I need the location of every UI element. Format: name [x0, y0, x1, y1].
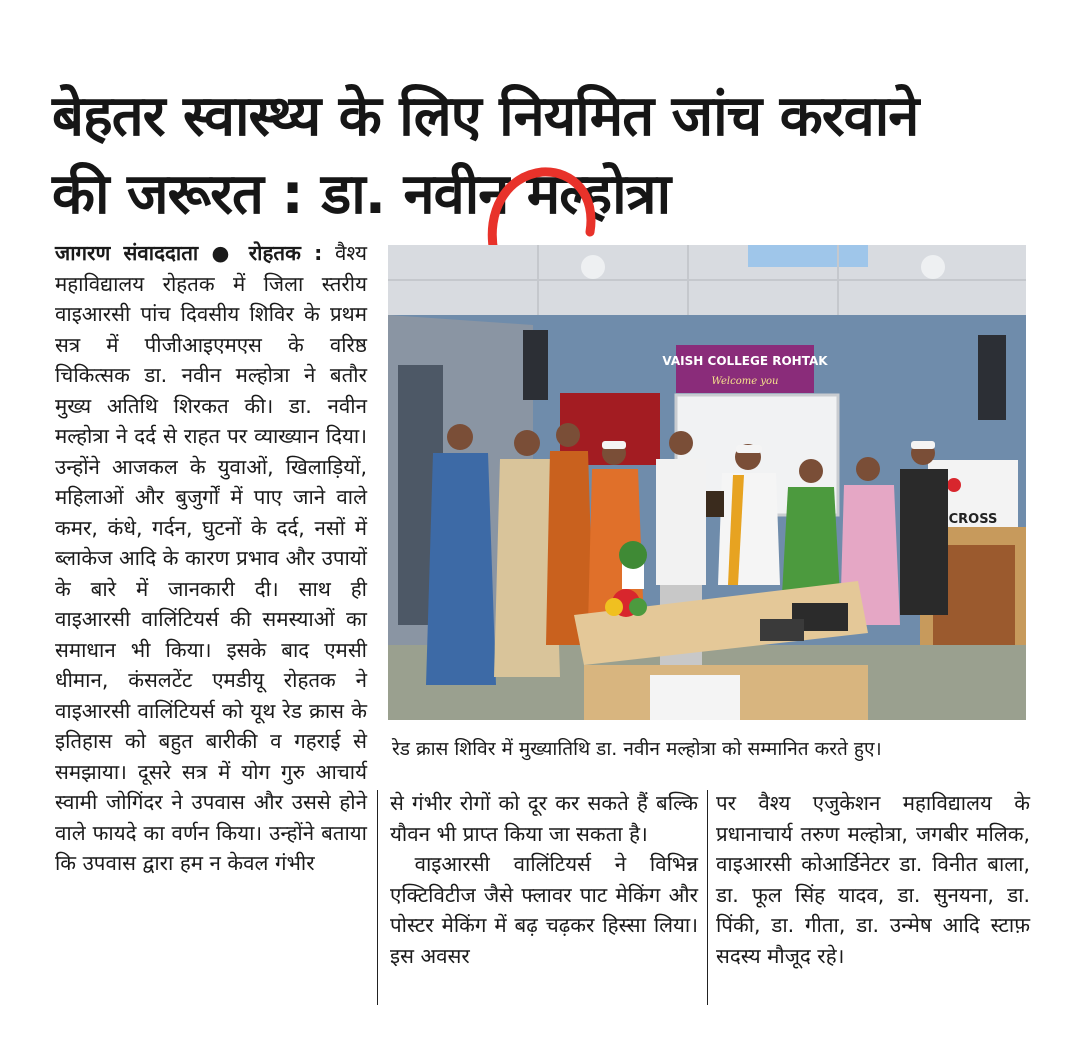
banner-title: VAISH COLLEGE ROHTAK [662, 354, 828, 368]
article-column-2-para-1: से गंभीर रोगों को दूर कर सकते हैं बल्कि यौवन भी प्राप्त किया जा सकता है। [390, 791, 698, 846]
article-column-3 [716, 788, 1030, 971]
dateline: जागरण संवाददाता ● रोहतक : [55, 241, 323, 265]
article-column-1 [55, 238, 367, 879]
event-photo-illustration [388, 245, 1026, 720]
photo-caption: रेड क्रास शिविर में मुख्यातिथि डा. नवीन मल्होत्रा को सम्मानित करते हुए। [392, 738, 882, 760]
article-column-3-text: पर वैश्य एजुकेशन महाविद्यालय के प्रधानाचार्य तरुण मल्होत्रा, जगबीर मलिक, वाइआरसी कोआर्डिनेटर डा. विनीत बाला, डा. फूल सिंह यादव, डा. सुनयना, डा. पिंकी, डा. गीता, डा. उन्मेष आदि स्टाफ़ सदस्य मौजूद रहे। [716, 791, 1030, 968]
standee-text: CROSS [948, 512, 998, 527]
event-photo [388, 245, 1026, 720]
column-rule-1 [377, 790, 378, 1005]
column-rule-2 [707, 790, 708, 1005]
article-column-1-text: वैश्य महाविद्यालय रोहतक में जिला स्तरीय वाइआरसी पांच दिवसीय शिविर के प्रथम सत्र में पीजीआइएमएस के वरिष्ठ चिकित्सक डा. नवीन मल्होत्रा ने बतौर मुख्य अतिथि शिरकत की। डा. नवीन मल्होत्रा ने दर्द से राहत पर व्याख्यान दिया। उन्होंने आजकल के युवाओं, खिलाड़ियों, महिलाओं और बुजुर्गों में पाए जाने वाले कमर, कंधे, गर्दन, घुटनों के दर्द, नसों में ब्लाकेज आदि के कारण प्रभाव और उपायों के बारे में जानकारी दी। साथ ही वाइआरसी वालिंटियर्स की समस्याओं का समाधान भी किया। इसके बाद एमसी धीमान, कंसलटेंट एमडीयू रोहतक ने वाइआरसी वालिंटियर्स को यूथ रेड क्रास के इतिहास को बहुत बारीकी व गहराई से समझाया। दूसरे सत्र में योग गुरु आचार्य स्वामी जोगिंदर ने उपवास और उससे होने वाले फायदे का वर्णन किया। उन्होंने बताया कि उपवास द्वारा हम न केवल गंभीर [55, 241, 367, 875]
headline-line-2: की जरूरत : डा. नवीन मल्होत्रा [52, 162, 671, 227]
headline-line-1: बेहतर स्वास्थ्य के लिए नियमित जांच करवाने [52, 84, 919, 149]
article-column-2 [390, 788, 698, 971]
banner-subtitle: Welcome you [711, 376, 779, 387]
article-column-2-para-2: वाइआरसी वालिंटियर्स ने विभिन्न एक्टिविटीज जैसे फ्लावर पाट मेकिंग और पोस्टर मेकिंग में बढ़ चढ़कर हिस्सा लिया। इस अवसर [390, 852, 698, 968]
